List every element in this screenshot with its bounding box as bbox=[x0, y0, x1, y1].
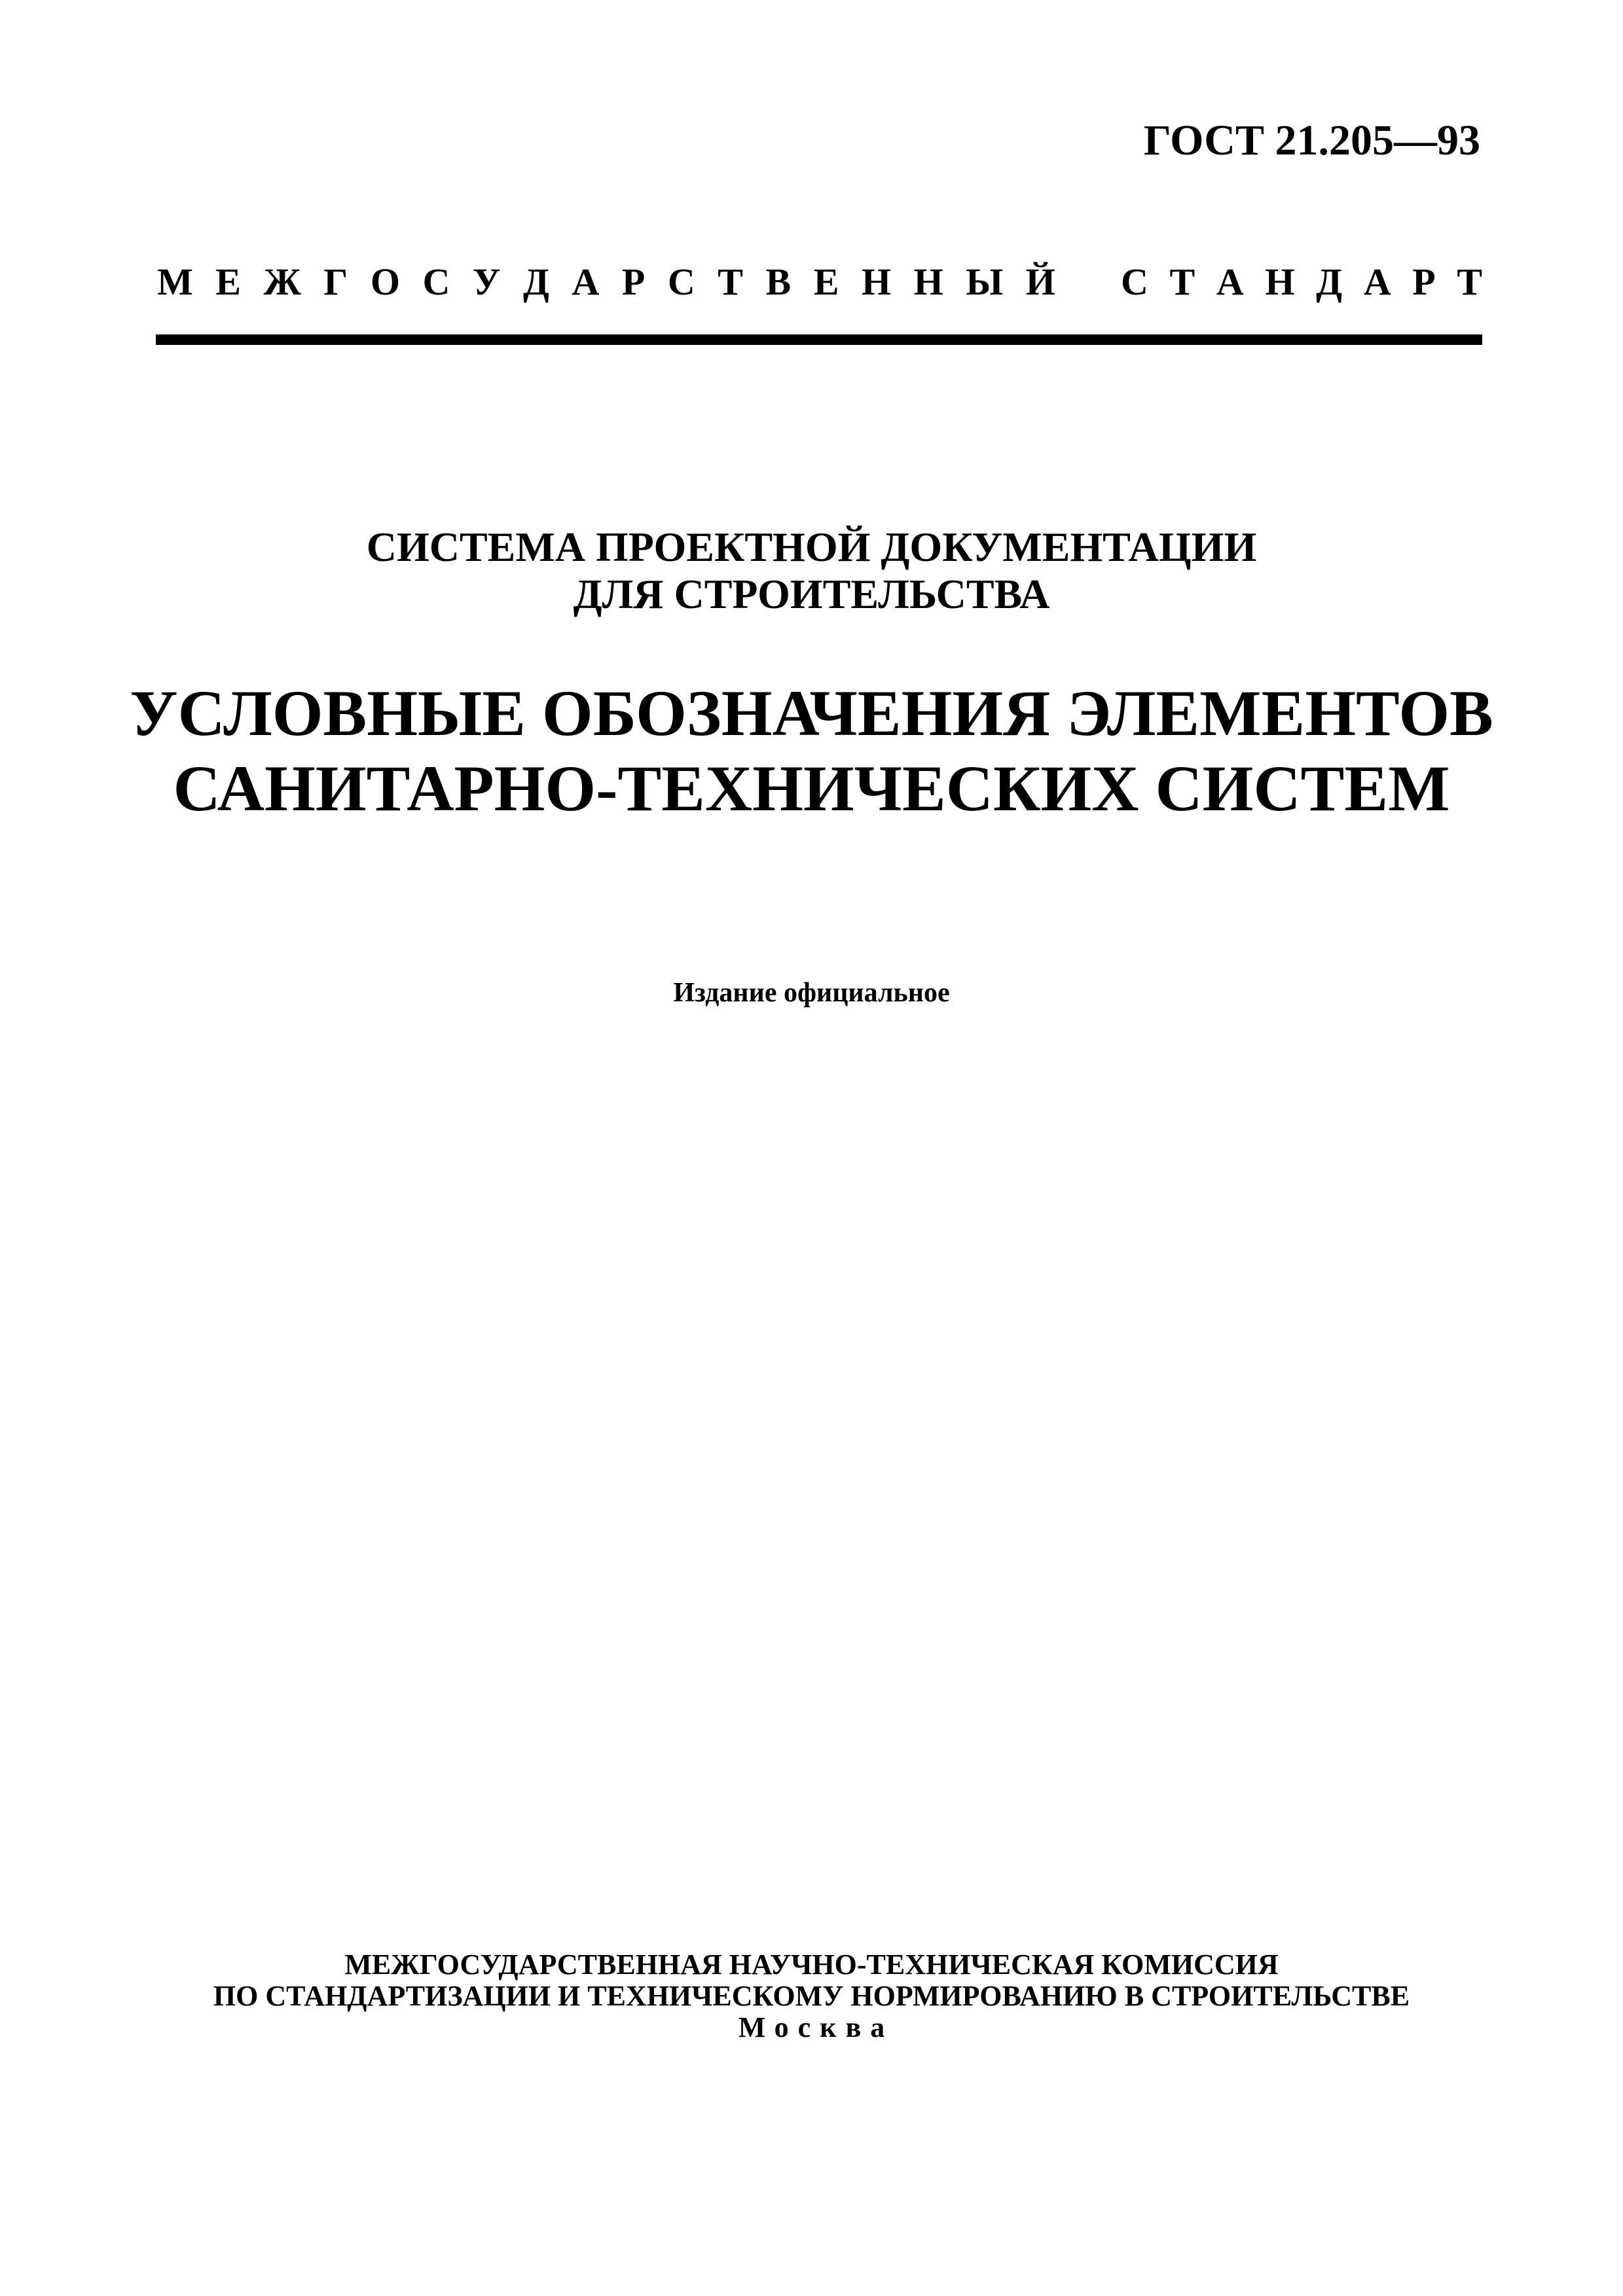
heading-letter: Ы bbox=[966, 260, 1004, 303]
heading-letter: Е bbox=[215, 260, 241, 303]
heading-letter: Ж bbox=[263, 260, 301, 303]
series-title-line-1: СИСТЕМА ПРОЕКТНОЙ ДОКУМЕНТАЦИИ bbox=[366, 524, 1257, 570]
heading-letter: Т bbox=[1457, 260, 1482, 303]
heading-letter: Й bbox=[1025, 260, 1055, 303]
heading-letter: Н bbox=[1265, 260, 1295, 303]
heading-letter: Н bbox=[913, 260, 943, 303]
heading-letter: Н bbox=[861, 260, 892, 303]
header-rule bbox=[156, 334, 1482, 345]
heading-letter: С bbox=[667, 260, 695, 303]
document-number: ГОСТ 21.205—93 bbox=[1143, 117, 1480, 164]
heading-letter: Е bbox=[813, 260, 839, 303]
heading-letter: А bbox=[1363, 260, 1391, 303]
main-title-line-1: УСЛОВНЫЕ ОБОЗНАЧЕНИЯ ЭЛЕМЕНТОВ bbox=[130, 677, 1493, 749]
publisher-line-1: МЕЖГОСУДАРСТВЕННАЯ НАУЧНО-ТЕХНИЧЕСКАЯ КОМИССИЯ bbox=[344, 1948, 1279, 1981]
publisher-line-2: ПО СТАНДАРТИЗАЦИИ И ТЕХНИЧЕСКОМУ НОРМИРОВАНИЮ В СТРОИТЕЛЬСТВЕ bbox=[213, 1980, 1410, 2012]
heading-letter: О bbox=[370, 260, 400, 303]
standard-type-heading bbox=[157, 260, 1482, 303]
main-title-line-2: САНИТАРНО-ТЕХНИЧЕСКИХ СИСТЕМ bbox=[173, 752, 1450, 825]
edition-note: Издание официальное bbox=[673, 978, 950, 1008]
series-title-line-2: ДЛЯ СТРОИТЕЛЬСТВА bbox=[573, 571, 1050, 617]
heading-letter: Т bbox=[1169, 260, 1195, 303]
heading-letter: С bbox=[1121, 260, 1148, 303]
heading-letter: Д bbox=[523, 260, 549, 303]
main-title bbox=[0, 675, 1623, 826]
heading-letter: Г bbox=[323, 260, 348, 303]
heading-letter: А bbox=[1216, 260, 1244, 303]
heading-letter: Т bbox=[718, 260, 743, 303]
standard-type-word-1 bbox=[157, 260, 1055, 303]
heading-letter: Д bbox=[1316, 260, 1343, 303]
heading-letter: М bbox=[157, 260, 193, 303]
publisher-city: Москва bbox=[738, 2011, 894, 2043]
series-title bbox=[0, 524, 1623, 618]
heading-letter: У bbox=[472, 260, 501, 303]
heading-letter: Р bbox=[1412, 260, 1436, 303]
heading-letter: В bbox=[765, 260, 792, 303]
heading-letter: С bbox=[422, 260, 450, 303]
heading-letter: Р bbox=[621, 260, 646, 303]
publisher-block bbox=[0, 1949, 1623, 2043]
standard-type-word-2 bbox=[1121, 260, 1482, 303]
heading-letter: А bbox=[572, 260, 600, 303]
